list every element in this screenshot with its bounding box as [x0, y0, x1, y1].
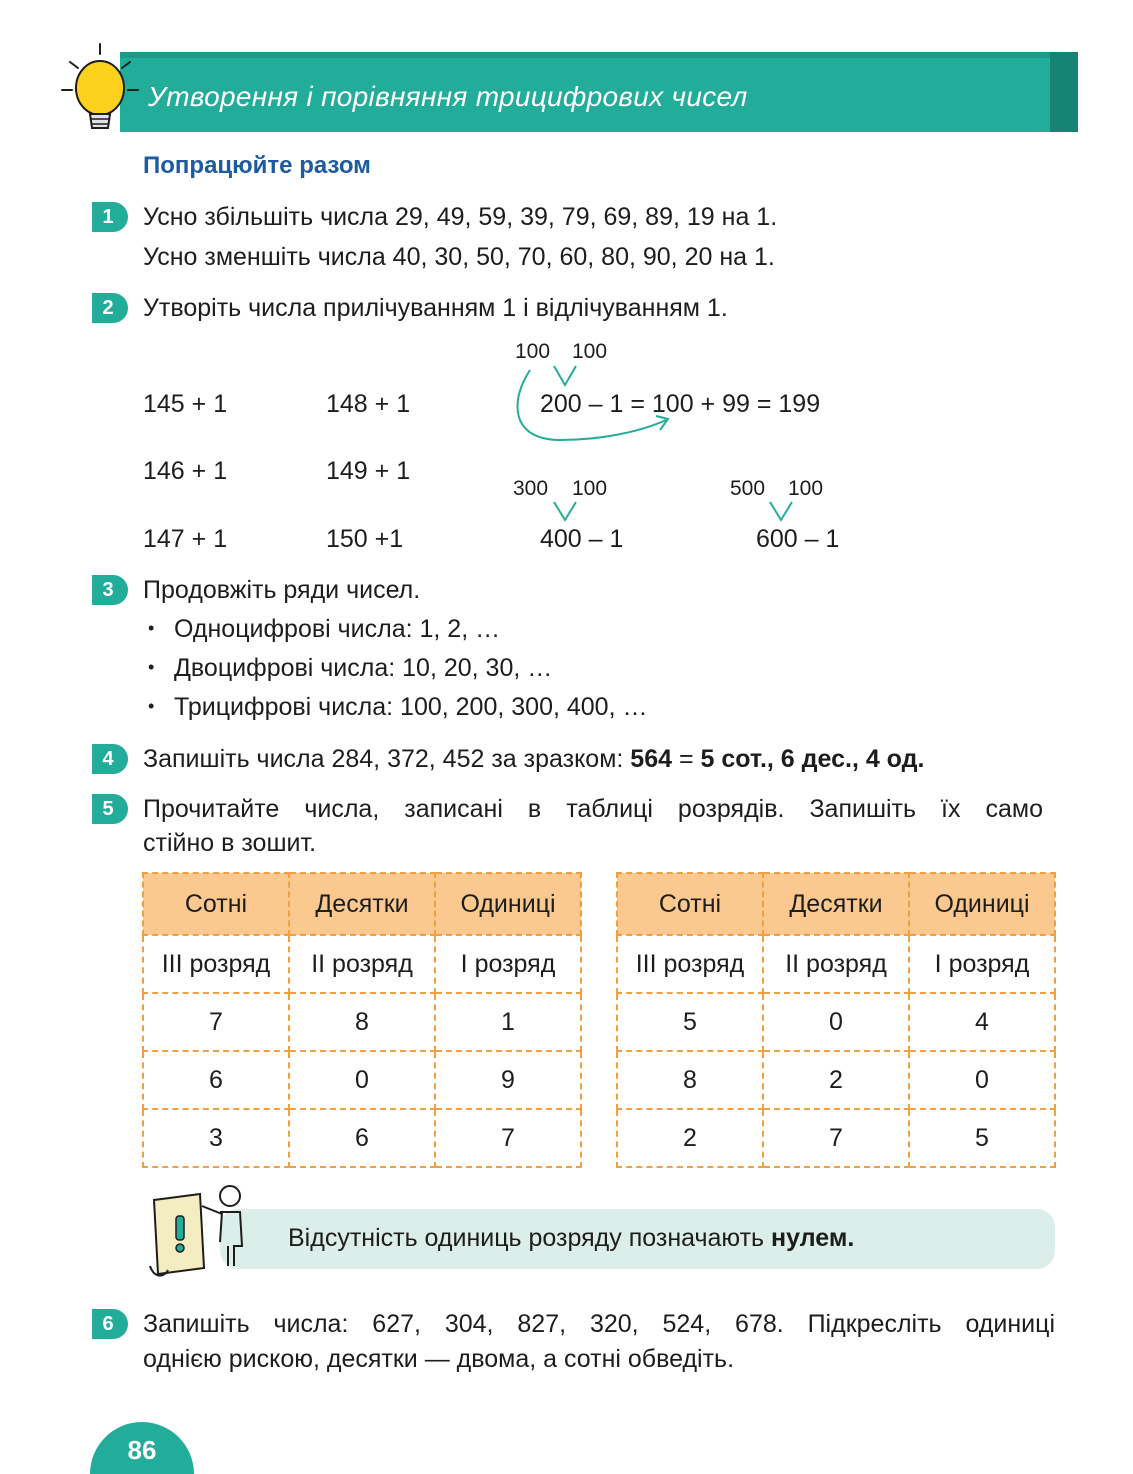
- list-item: • Трицифрові числа: 100, 200, 300, 400, …: [174, 693, 647, 722]
- column-header: Сотні: [617, 873, 763, 935]
- note-main: Відсутність одиниць розряду позначають: [288, 1224, 772, 1252]
- split-part: 300: [513, 477, 549, 500]
- expression: 147 + 1: [143, 525, 228, 553]
- table-cell: 0: [909, 1051, 1055, 1109]
- column-header: Десятки: [763, 873, 909, 935]
- table-cell: 5: [909, 1109, 1055, 1167]
- task1-line1: Усно збільшіть числа 29, 49, 59, 39, 79, 69, 89, 19 на 1.: [143, 203, 778, 231]
- task-number-badge: 5: [92, 794, 128, 824]
- table-row: [143, 1051, 581, 1109]
- table-cell: 2: [763, 1051, 909, 1109]
- table-cell: 0: [763, 993, 909, 1051]
- column-header: Одиниці: [909, 873, 1055, 935]
- sample-decomposition: 5 сот., 6 дес., 4 од.: [700, 745, 925, 773]
- rank-label: II розряд: [289, 935, 435, 993]
- table-cell: 8: [617, 1051, 763, 1109]
- task-number-badge: 2: [92, 293, 128, 323]
- split-part: 100: [515, 340, 551, 363]
- task-number-badge: 4: [92, 744, 128, 774]
- column-header: Сотні: [143, 873, 289, 935]
- table-row: [143, 1109, 581, 1167]
- sample-equals: =: [672, 745, 701, 773]
- expression: 600 – 1: [756, 525, 840, 553]
- table-cell: 7: [143, 993, 289, 1051]
- split-part: 100: [572, 477, 608, 500]
- scroll-exclamation-icon: [140, 1182, 250, 1282]
- column-header: Одиниці: [435, 873, 581, 935]
- split-mark: [766, 500, 796, 524]
- task1-line2: Усно зменшіть числа 40, 30, 50, 70, 60, 80, 90, 20 на 1.: [143, 243, 775, 271]
- rank-label: I розряд: [909, 935, 1055, 993]
- table-cell: 8: [289, 993, 435, 1051]
- task2-text: Утворіть числа прилічуванням 1 і відлічуванням 1.: [143, 294, 728, 322]
- list-item: • Одноцифрові числа: 1, 2, …: [174, 615, 500, 644]
- page-number: 86: [90, 1422, 194, 1474]
- task-number-badge: 1: [92, 202, 128, 232]
- lightbulb-icon: [56, 38, 146, 148]
- table-cell: 6: [143, 1051, 289, 1109]
- table-row: [617, 993, 1055, 1051]
- expression: 150 +1: [326, 525, 404, 553]
- rank-label: III розряд: [617, 935, 763, 993]
- title-banner: [56, 38, 1086, 148]
- task6-line1: Запишіть числа: 627, 304, 827, 320, 524, 678. Підкресліть одиниці: [143, 1310, 1055, 1338]
- table-cell: 3: [143, 1109, 289, 1167]
- rank-label: I розряд: [435, 935, 581, 993]
- table-row: [143, 993, 581, 1051]
- table-cell: 9: [435, 1051, 581, 1109]
- table-cell: 1: [435, 993, 581, 1051]
- worked-equation: 200 – 1 = 100 + 99 = 199: [540, 390, 821, 418]
- task5-line1: Прочитайте числа, записані в таблиці розрядів. Запишіть їх само: [143, 795, 1043, 823]
- task4-instruction: Запишіть числа 284, 372, 452 за зразком:: [143, 745, 631, 773]
- section-heading: Попрацюйте разом: [143, 152, 371, 179]
- rank-label: III розряд: [143, 935, 289, 993]
- table-row: [617, 1051, 1055, 1109]
- table-cell: 6: [289, 1109, 435, 1167]
- rule-note-text: [288, 1224, 854, 1253]
- note-bold: нулем.: [771, 1224, 855, 1252]
- task5-line2: стійно в зошит.: [143, 829, 317, 857]
- task-number-badge: 3: [92, 575, 128, 605]
- place-value-table-1: [142, 872, 582, 1168]
- expression: 148 + 1: [326, 390, 411, 418]
- expression: 146 + 1: [143, 457, 228, 485]
- split-part: 100: [788, 477, 824, 500]
- table-cell: 0: [289, 1051, 435, 1109]
- rank-label: II розряд: [763, 935, 909, 993]
- column-header: Десятки: [289, 873, 435, 935]
- expression: 400 – 1: [540, 525, 624, 553]
- task3-text: Продовжіть ряди чисел.: [143, 576, 421, 604]
- table-cell: 4: [909, 993, 1055, 1051]
- split-part: 100: [572, 340, 608, 363]
- table-cell: 7: [435, 1109, 581, 1167]
- table-row: [617, 1109, 1055, 1167]
- sample-number: 564: [630, 745, 673, 773]
- split-part: 500: [730, 477, 766, 500]
- task6-line2: однією рискою, десятки — двома, а сотні обведіть.: [143, 1345, 735, 1373]
- task4-text: [143, 745, 924, 774]
- table-cell: 5: [617, 993, 763, 1051]
- place-value-table-2: [616, 872, 1056, 1168]
- expression: 149 + 1: [326, 457, 411, 485]
- table-cell: 2: [617, 1109, 763, 1167]
- expression: 145 + 1: [143, 390, 228, 418]
- table-cell: 7: [763, 1109, 909, 1167]
- page-title: Утворення і порівняння трицифрових чисел: [148, 81, 748, 112]
- split-mark: [550, 500, 580, 524]
- task-number-badge: 6: [92, 1309, 128, 1339]
- banner-end-cap: [1050, 52, 1078, 132]
- list-item: • Двоцифрові числа: 10, 20, 30, …: [174, 654, 552, 683]
